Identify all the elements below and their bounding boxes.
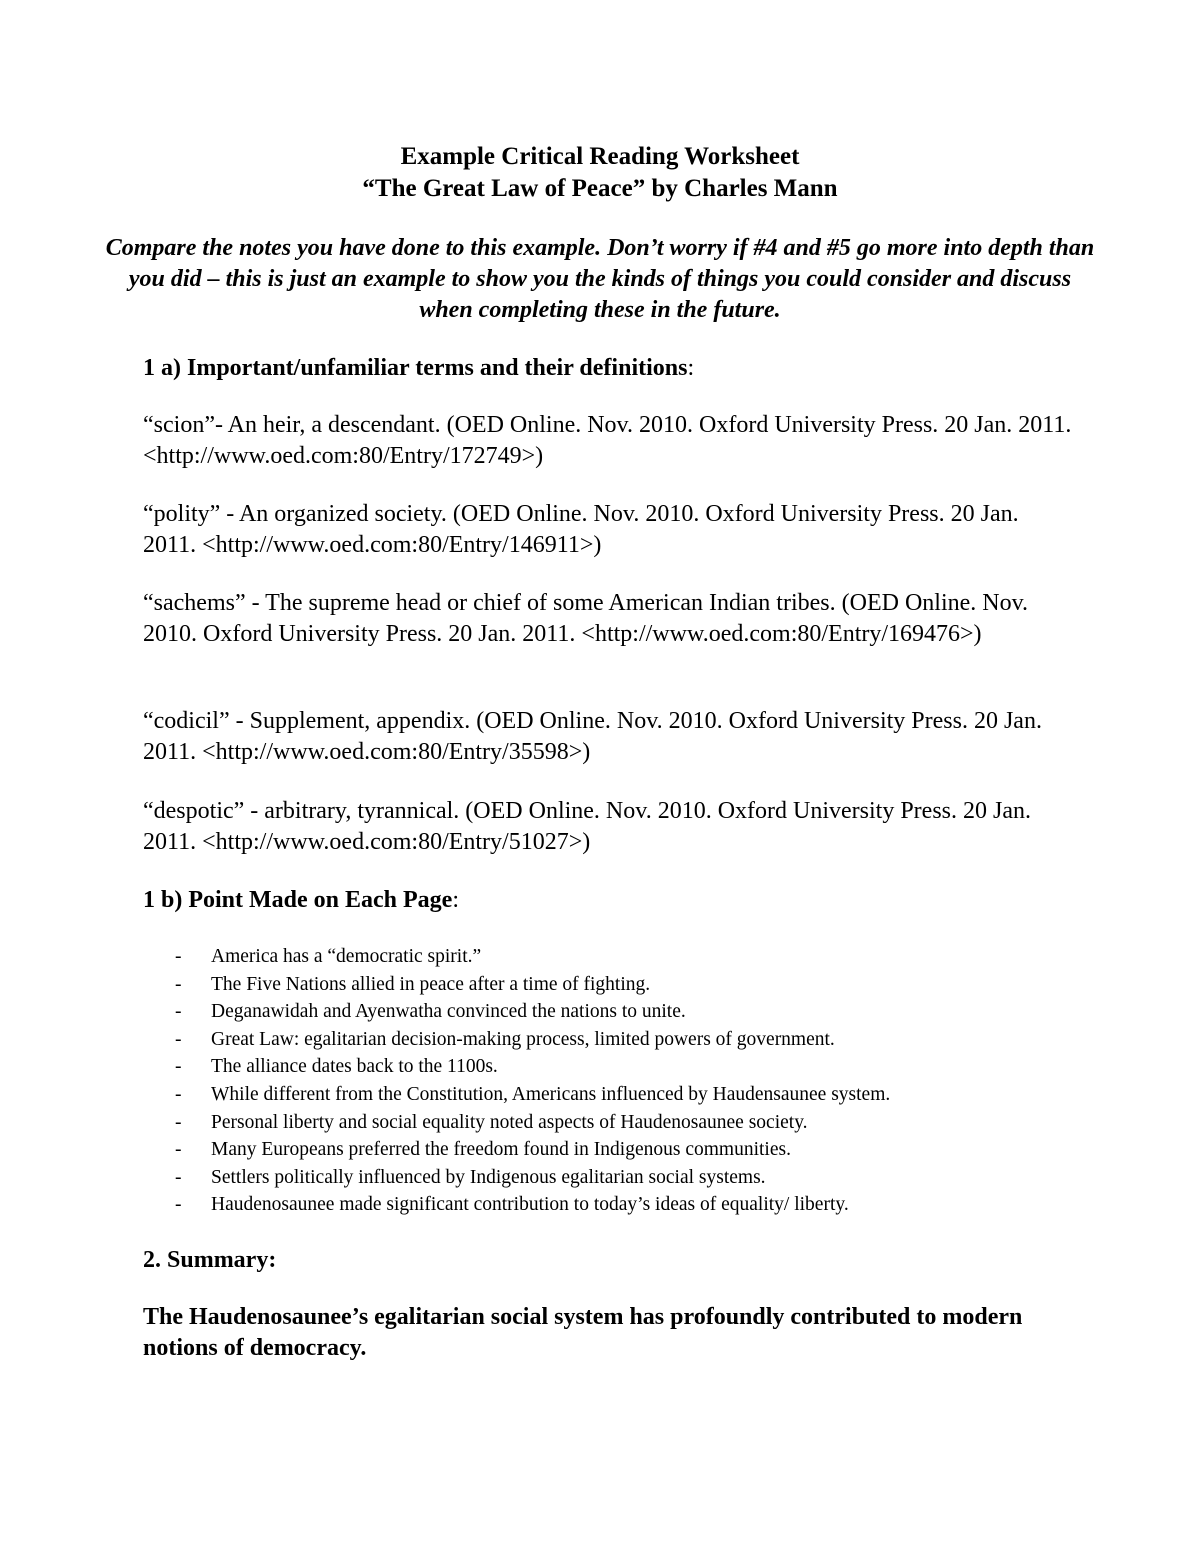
section-1a-heading-colon: : [687,355,695,381]
point-text: Personal liberty and social equality noted aspects of Haudenosaunee society. [211,1111,808,1133]
point-text: The Five Nations allied in peace after a time of fighting. [211,973,651,995]
list-item [175,971,1075,999]
section-1b-heading-colon: : [452,887,459,913]
section-1b-heading [143,885,1093,915]
point-text: Deganawidah and Ayenwatha convinced the nations to unite. [211,1001,686,1023]
term-definition-codicil: “codicil” - Supplement, appendix. (OED Online. Nov. 2010. Oxford University Press. 20 Jan. 2011. <http://www.oed.com:80/Entry/35598>) [143,708,1042,765]
list-item [175,1136,1075,1164]
point-text: America has a “democratic spirit.” [211,946,482,967]
bullet-dash: - [175,1111,182,1133]
point-text: While different from the Constitution, Americans influenced by Haudensaunee system. [211,1083,891,1105]
summary-text: The Haudenosaunee’s egalitarian social system has profoundly contributed to modern notions of democracy. [143,1304,1023,1361]
point-text: Haudenosaunee made significant contribution to today’s ideas of equality/ liberty. [211,1194,849,1216]
page-subtitle: “The Great Law of Peace” by Charles Mann [362,175,838,202]
section-1b-heading-text: 1 b) Point Made on Each Page [143,887,453,913]
intro-instructions: Compare the notes you have done to this example. Don’t worry if #4 and #5 go more into depth than you did – this is just an example to show you the kinds of things you could consider and discuss when completing these in the future. [105,235,1095,323]
list-item [175,943,1075,971]
term-definition-despotic: “despotic” - arbitrary, tyrannical. (OED Online. Nov. 2010. Oxford University Press. 20 Jan. 2011. <http://www.oed.com:80/Entry/51027>) [143,798,1031,855]
list-item [175,1026,1075,1054]
term-definition-scion: “scion”- An heir, a descendant. (OED Online. Nov. 2010. Oxford University Press. 20 Jan. 2011. <http://www.oed.com:80/Entry/172749>) [143,412,1072,469]
bullet-dash: - [175,946,182,967]
list-item [175,1053,1075,1081]
bullet-dash: - [175,1001,182,1023]
bullet-dash: - [175,973,182,995]
list-item [175,1164,1075,1192]
bullet-dash: - [175,1166,182,1188]
term-definition-sachems: “sachems” - The supreme head or chief of some American Indian tribes. (OED Online. Nov. 2010. Oxford University Press. 20 Jan. 2011. <http://www.oed.com:80/Entry/169476>) [143,590,1029,647]
page-title: Example Critical Reading Worksheet [400,143,800,170]
section-1a-heading [143,353,1093,383]
bullet-dash: - [175,1083,182,1105]
bullet-dash: - [175,1194,182,1216]
points-list [175,943,1075,1219]
bullet-dash: - [175,1056,182,1078]
list-item [175,1109,1075,1137]
bullet-dash: - [175,1139,182,1161]
section-2-heading: 2. Summary: [143,1247,277,1273]
point-text: Great Law: egalitarian decision-making process, limited powers of government. [211,1028,835,1050]
point-text: Many Europeans preferred the freedom found in Indigenous communities. [211,1139,791,1161]
list-item [175,998,1075,1026]
section-1a-heading-text: 1 a) Important/unfamiliar terms and their definitions [143,355,688,381]
bullet-dash: - [175,1028,182,1050]
term-definition-polity: “polity” - An organized society. (OED Online. Nov. 2010. Oxford University Press. 20 Jan. 2011. <http://www.oed.com:80/Entry/146911>) [143,501,1019,558]
list-item [175,1191,1075,1219]
point-text: The alliance dates back to the 1100s. [211,1056,498,1078]
list-item [175,1081,1075,1109]
point-text: Settlers politically influenced by Indigenous egalitarian social systems. [211,1166,766,1188]
